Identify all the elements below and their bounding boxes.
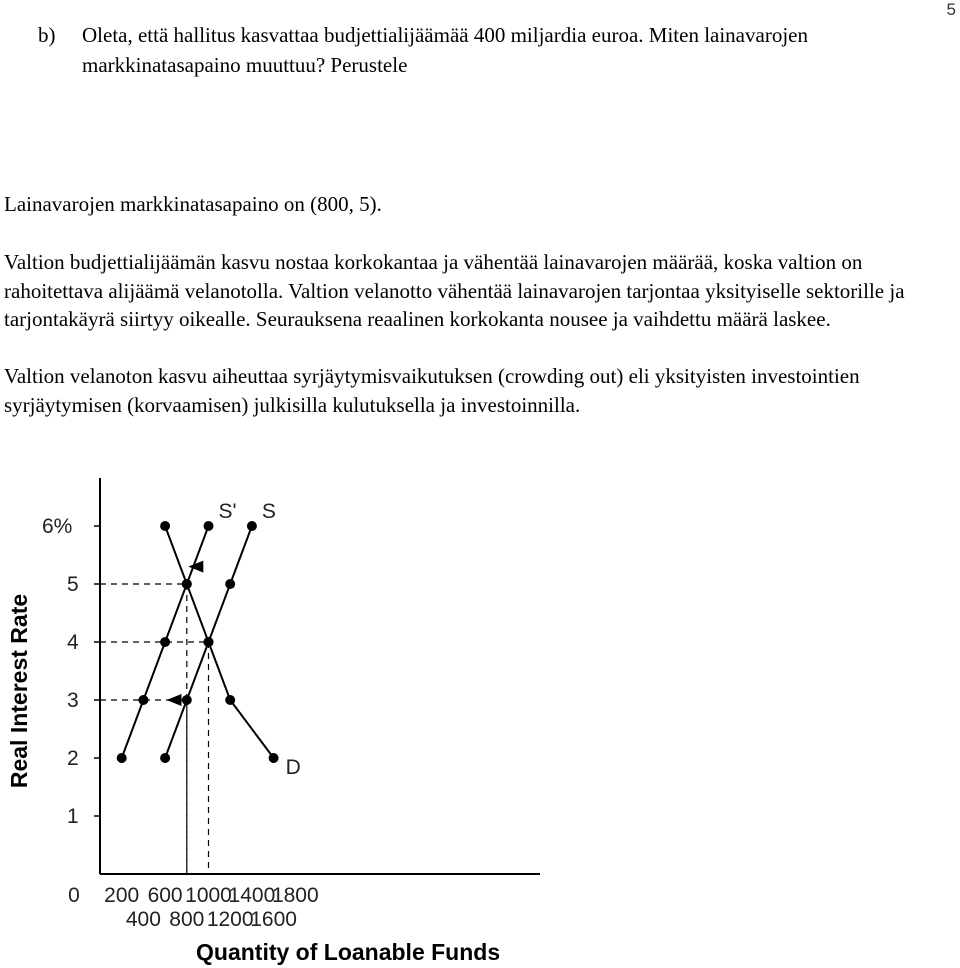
question-b (38, 20, 918, 80)
answer-paragraph-deficit-effect: Valtion budjettialijäämän kasvu nostaa korkokantaa ja vähentää lainavarojen määrää, koska valtion on rahoitettava alijäämä velanotolla. Valtion velanotto vähentää lainavarojen tarjontaa yksityiselle sektorille ja tarjontakäyrä siirtyy oikealle. Seurauksena reaalinen korkokanta nousee ja vaihdettu määrä laskee. (4, 250, 905, 331)
data-point-s (225, 579, 235, 589)
answer-paragraph-crowding-out: Valtion velanoton kasvu aiheuttaa syrjäytymisvaikutuksen (crowding out) eli yksityisten investointien syrjäytymisen (korvaamisen) julkisilla kulutuksella ja investoinnilla. (4, 364, 860, 417)
x-tick-label: 1400 (228, 884, 276, 907)
question-label: b) (38, 23, 56, 47)
data-point-d (269, 753, 279, 763)
data-point-d (182, 579, 192, 589)
y-tick-label: 6% (42, 515, 73, 538)
y-tick-label: 4 (67, 631, 79, 654)
y-axis-title: Real Interest Rate (6, 593, 32, 789)
curve-labels (219, 500, 301, 779)
x-tick-label: 1200 (206, 908, 254, 931)
series-lines (117, 521, 279, 763)
x-tick-label: 0 (68, 884, 80, 907)
data-point-s-prime (138, 695, 148, 705)
y-tick-label: 5 (67, 573, 79, 596)
x-tick-label: 1600 (250, 908, 297, 931)
page-number: 5 (946, 0, 956, 19)
data-point-s-prime (160, 637, 170, 647)
x-tick-label: 1000 (185, 884, 232, 907)
y-tick-label: 2 (67, 747, 79, 770)
y-tick-label: 3 (67, 689, 79, 712)
x-tick-label: 600 (147, 884, 183, 907)
data-point-s-prime (117, 753, 127, 763)
data-point-s-prime (204, 521, 214, 531)
chart-svg (0, 466, 540, 966)
question-text: Oleta, että hallitus kasvattaa budjettialijäämää 400 miljardia euroa. Miten lainavarojen markkinatasapaino muuttuu? Perustele (82, 23, 808, 77)
x-tick-label: 1800 (271, 884, 319, 907)
x-tick-label: 200 (104, 884, 140, 907)
guide-lines (100, 584, 209, 874)
x-tick-label: 800 (169, 908, 205, 931)
data-point-s (247, 521, 257, 531)
data-point-d (204, 637, 214, 647)
data-point-s (160, 753, 170, 763)
data-point-d (225, 695, 235, 705)
data-point-d (160, 521, 170, 531)
x-axis-title: Quantity of Loanable Funds (196, 939, 501, 965)
curve-label-s-prime: S' (218, 500, 237, 523)
x-tick-label: 400 (125, 908, 161, 931)
y-tick-label: 1 (67, 805, 79, 828)
axes (100, 478, 540, 874)
curve-label-d: D (285, 756, 301, 779)
curve-label-s: S (261, 500, 276, 523)
loanable-funds-chart (0, 466, 540, 966)
tick-labels (42, 515, 319, 931)
answer-paragraph-equilibrium: Lainavarojen markkinatasapaino on (800, 5). (4, 192, 382, 216)
